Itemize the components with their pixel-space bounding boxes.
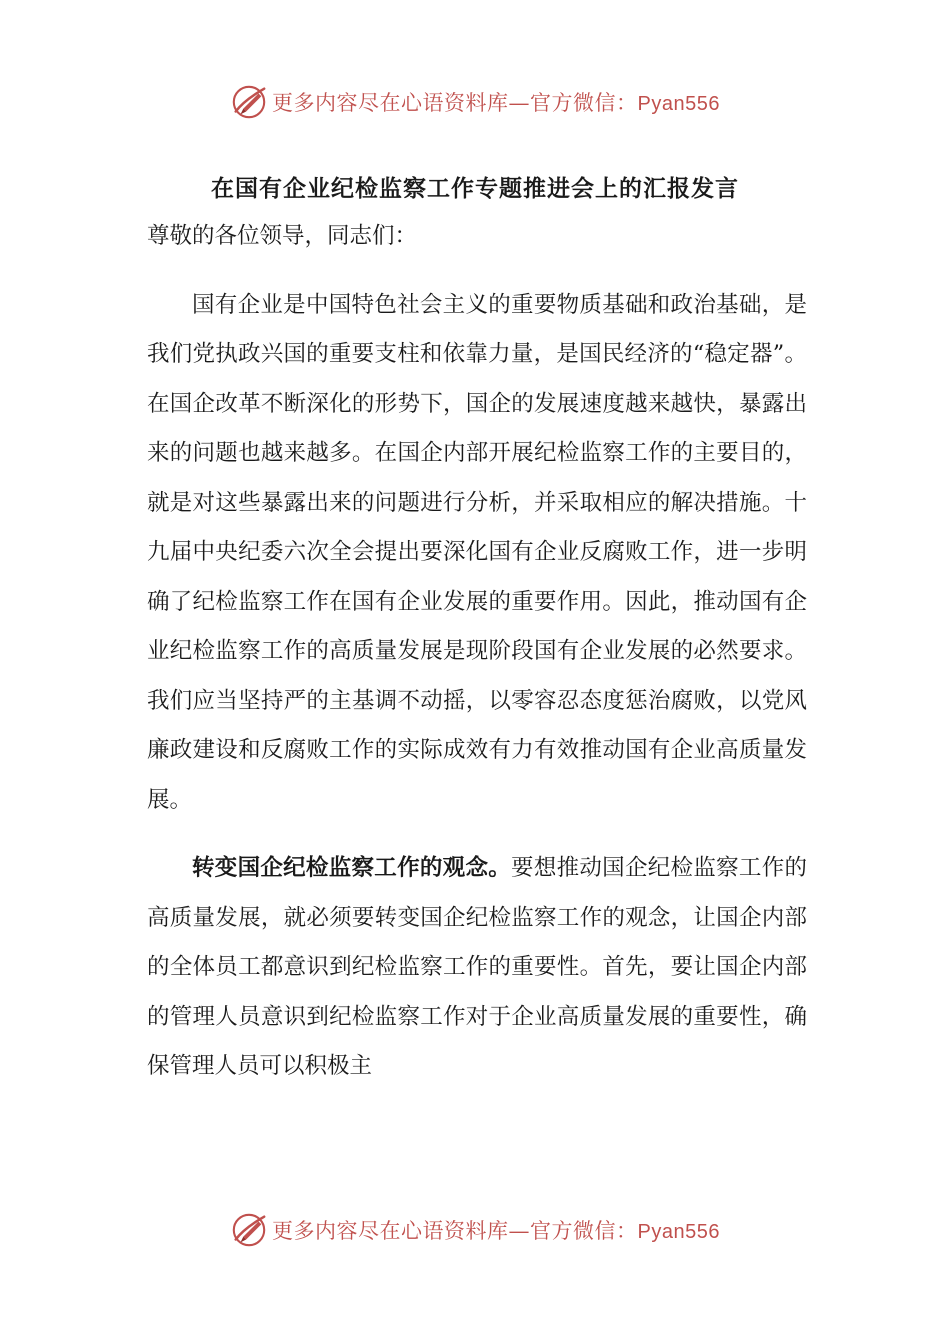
watermark-text	[272, 87, 720, 117]
pen-logo-icon	[230, 83, 268, 121]
section-heading: 转变国企纪检监察工作的观念。	[192, 855, 512, 881]
watermark-dash: —	[508, 1219, 531, 1243]
document-title: 在国有企业纪检监察工作专题推进会上的汇报发言	[211, 176, 739, 202]
watermark-wechat-id: Pyan556	[637, 93, 720, 115]
document-body	[147, 212, 807, 1092]
section-body: 要想推动国企纪检监察工作的高质量发展，就必须要转变国企纪检监察工作的观念，让国企内部的全体员工都意识到纪检监察工作的重要性。首先，要让国企内部的管理人员意识到纪检监察工作对于企业高质量发展的重要性，确保管理人员可以积极主	[147, 855, 807, 1079]
watermark-text	[272, 1215, 720, 1245]
paragraph-section-1	[147, 844, 807, 1092]
header-watermark-banner	[0, 82, 950, 122]
pen-logo-icon	[230, 1211, 268, 1249]
paragraph-intro: 国有企业是中国特色社会主义的重要物质基础和政治基础，是我们党执政兴国的重要支柱和依靠力量，是国民经济的“稳定器”。在国企改革不断深化的形势下，国企的发展速度越来越快，暴露出来的问题也越来越多。在国企内部开展纪检监察工作的主要目的，就是对这些暴露出来的问题进行分析，并采取相应的解决措施。十九届中央纪委六次全会提出要深化国有企业反腐败工作，进一步明确了纪检监察工作在国有企业发展的重要作用。因此，推动国有企业纪检监察工作的高质量发展是现阶段国有企业发展的必然要求。我们应当坚持严的主基调不动摇，以零容忍态度惩治腐败，以党风廉政建设和反腐败工作的实际成效有力有效推动国有企业高质量发展。	[147, 291, 807, 813]
watermark-official-label: 官方微信：	[530, 91, 638, 115]
watermark-site-name: 更多内容尽在心语资料库	[272, 1219, 509, 1243]
salutation: 尊敬的各位领导，同志们：	[147, 223, 418, 249]
watermark-dash: —	[508, 91, 531, 115]
watermark-official-label: 官方微信：	[530, 1219, 638, 1243]
footer-watermark-banner	[0, 1210, 950, 1250]
watermark-site-name: 更多内容尽在心语资料库	[272, 91, 509, 115]
watermark-wechat-id: Pyan556	[637, 1221, 720, 1243]
